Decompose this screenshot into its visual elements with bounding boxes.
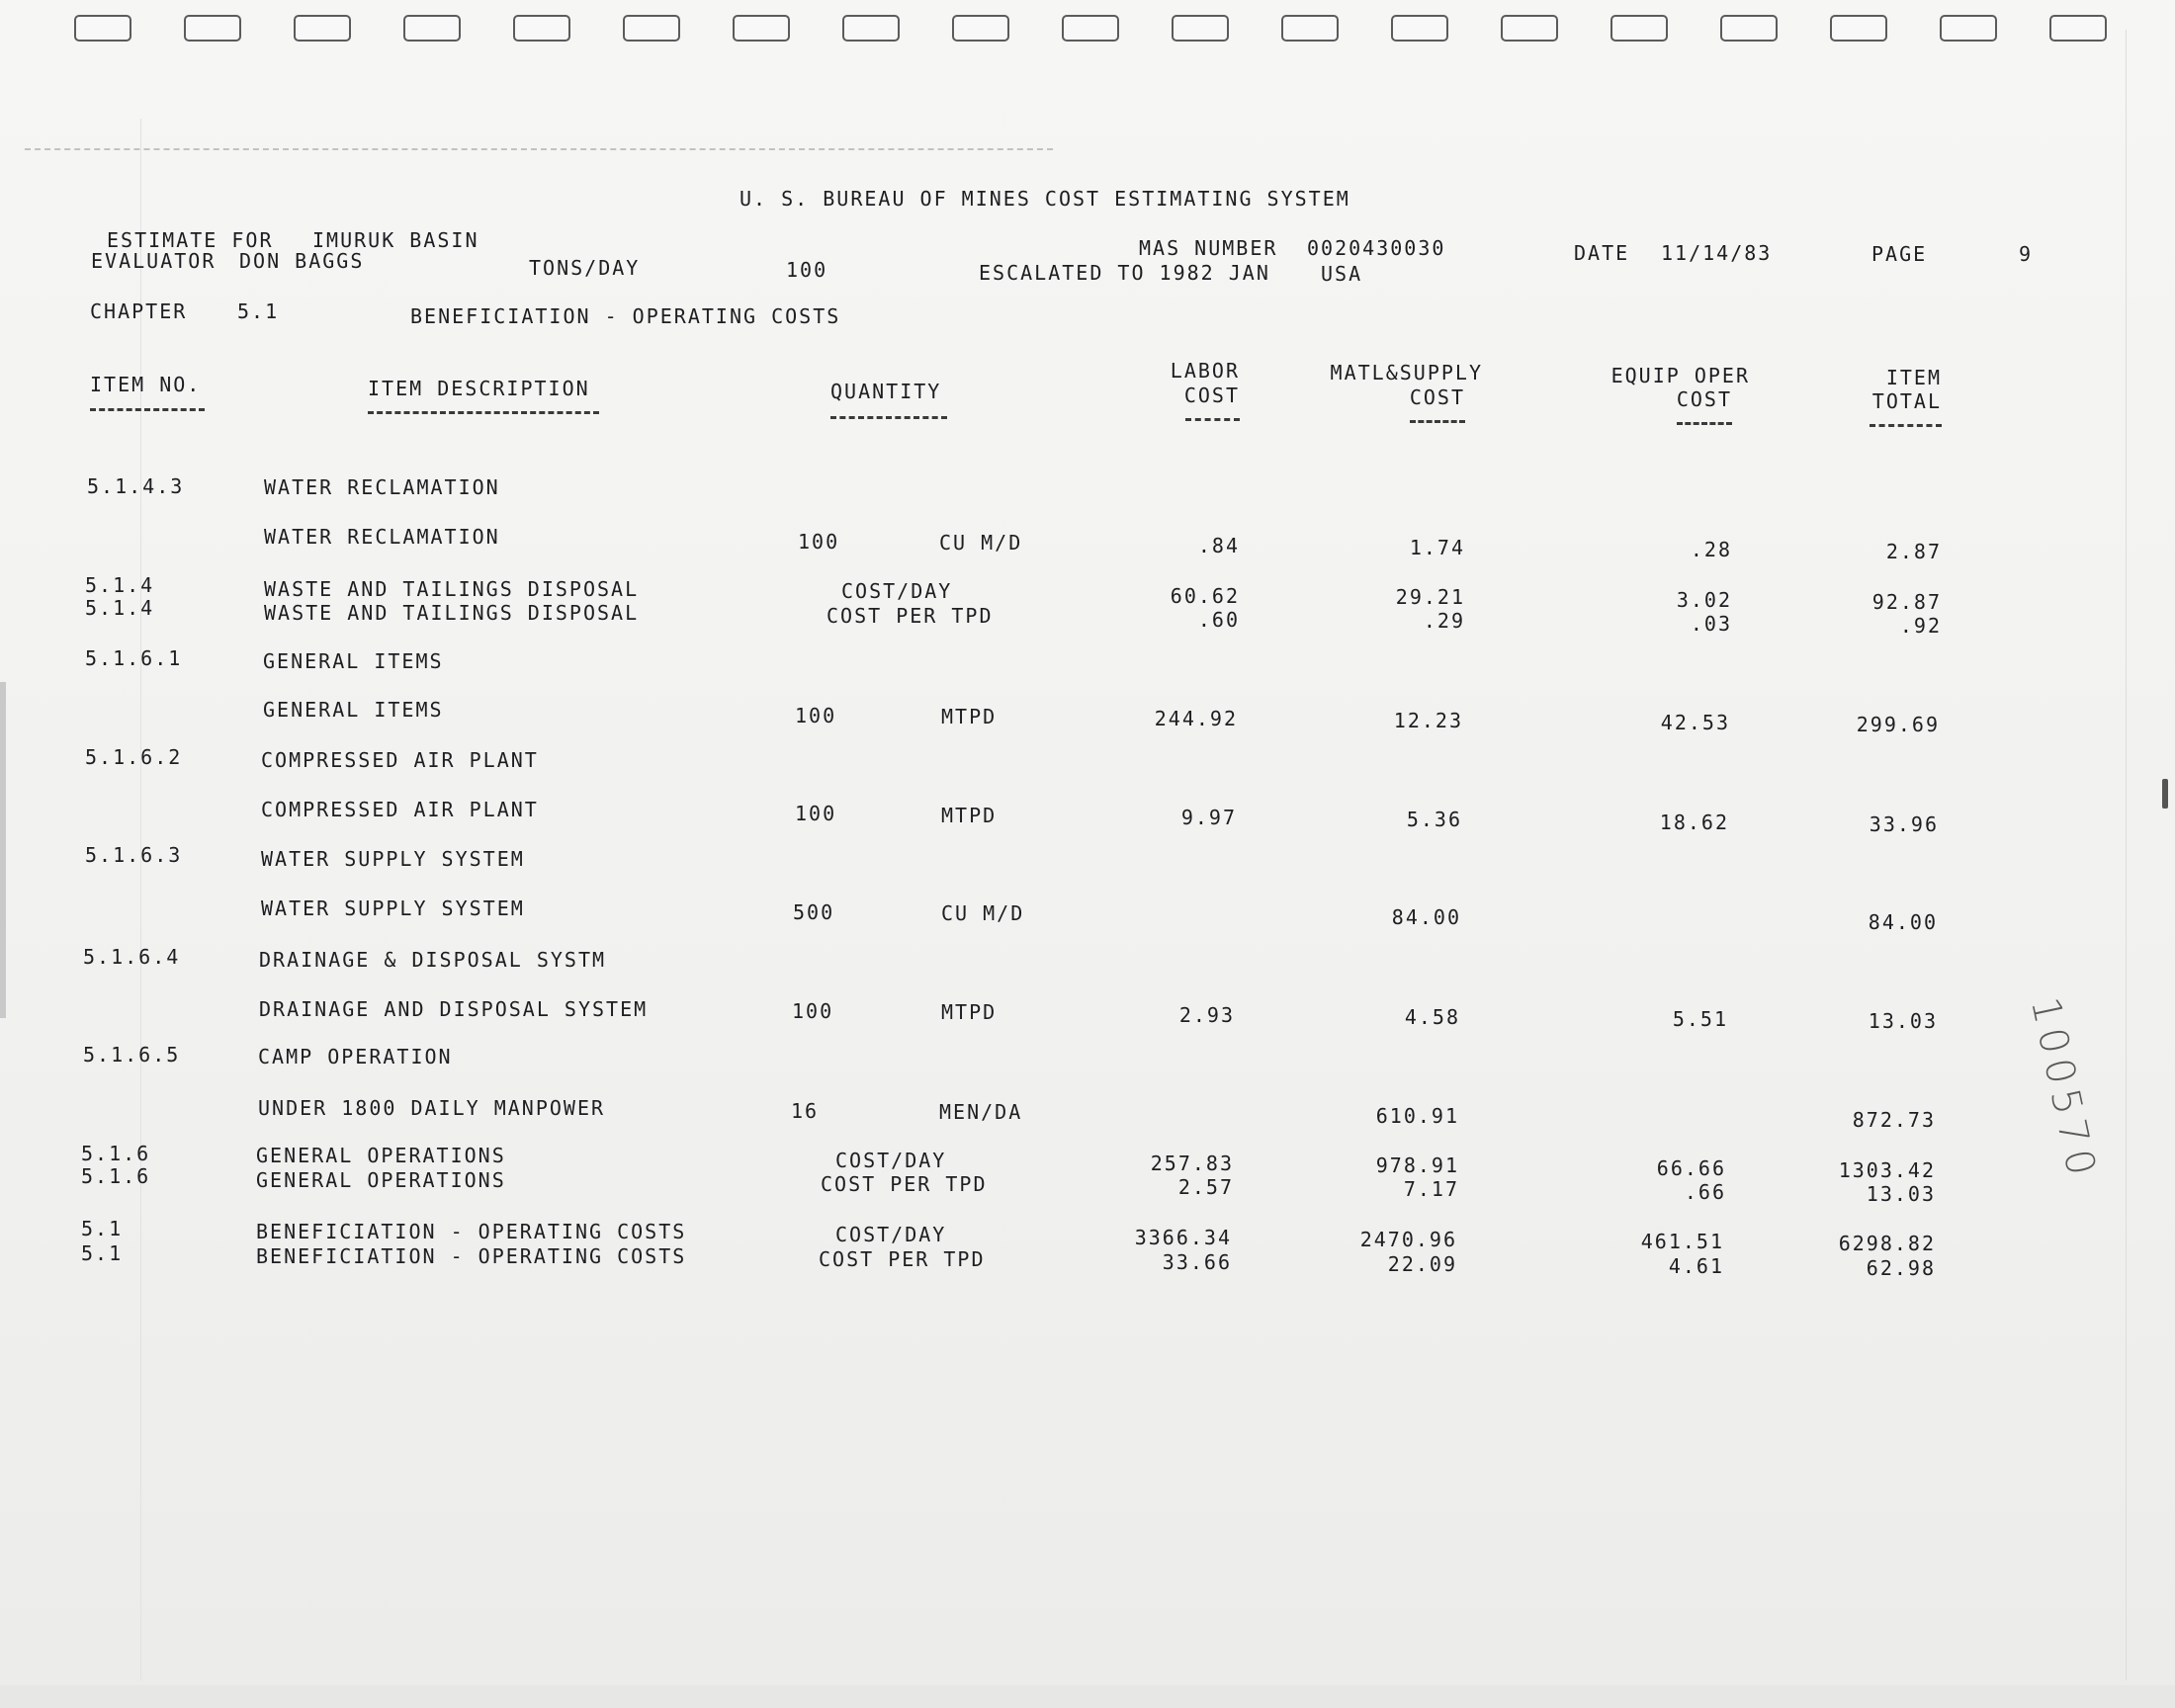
labor-cost: 9.97	[1180, 806, 1237, 829]
feed-hole	[1172, 15, 1229, 42]
item-description: BENEFICIATION - OPERATING COSTS	[256, 1244, 687, 1268]
unit: COST PER TPD	[821, 1172, 988, 1196]
equip-oper-cost: .03	[1690, 612, 1732, 636]
estimate-label: ESTIMATE FOR	[107, 228, 274, 252]
item-description: BENEFICIATION - OPERATING COSTS	[256, 1220, 687, 1243]
item-description: COMPRESSED AIR PLANT	[261, 748, 539, 772]
unit: COST/DAY	[835, 1223, 947, 1246]
unit: CU M/D	[941, 901, 1025, 925]
col-quantity: QUANTITY	[830, 380, 942, 403]
matl-supply-cost: 29.21	[1395, 585, 1465, 609]
feed-hole	[403, 15, 461, 42]
currency: USA	[1321, 262, 1363, 286]
report-title: U. S. BUREAU OF MINES COST ESTIMATING SYSTEM	[740, 187, 1350, 211]
feed-hole	[513, 15, 570, 42]
item-description: GENERAL ITEMS	[263, 698, 444, 722]
underline	[1870, 424, 1942, 427]
item-description: WASTE AND TAILINGS DISPOSAL	[264, 601, 640, 625]
equip-oper-cost: 5.51	[1672, 1007, 1728, 1031]
feed-hole	[1501, 15, 1558, 42]
col-total-bottom: TOTAL	[1871, 389, 1942, 413]
equip-oper-cost: 4.61	[1668, 1254, 1724, 1278]
feed-hole	[1830, 15, 1887, 42]
matl-supply-cost: 22.09	[1387, 1252, 1457, 1276]
feed-hole	[74, 15, 131, 42]
chapter-label: CHAPTER	[90, 299, 188, 323]
item-description: UNDER 1800 DAILY MANPOWER	[258, 1096, 606, 1120]
item-description: COMPRESSED AIR PLANT	[261, 798, 539, 821]
item-total: 92.87	[1871, 590, 1942, 614]
quantity: 16	[791, 1099, 820, 1123]
column-guide	[2126, 30, 2127, 1680]
matl-supply-cost: 5.36	[1406, 808, 1462, 831]
item-description: WATER SUPPLY SYSTEM	[261, 847, 525, 871]
tons-day-value: 100	[786, 258, 828, 282]
col-item-no: ITEM NO.	[90, 373, 202, 396]
col-item-description: ITEM DESCRIPTION	[368, 377, 590, 400]
underline	[1185, 418, 1240, 421]
labor-cost: 60.62	[1170, 584, 1240, 608]
unit: MTPD	[941, 804, 998, 827]
mas-number-value: 0020430030	[1307, 236, 1446, 260]
feed-hole	[733, 15, 790, 42]
chapter-title: BENEFICIATION - OPERATING COSTS	[410, 304, 841, 328]
col-equip-top: EQUIP OPER	[1610, 364, 1750, 387]
underline	[830, 416, 947, 419]
equip-oper-cost: 42.53	[1660, 711, 1730, 734]
underline	[1677, 422, 1732, 425]
underline	[90, 408, 205, 411]
feed-hole	[1062, 15, 1119, 42]
equip-oper-cost: 461.51	[1640, 1230, 1724, 1253]
item-total: 872.73	[1852, 1108, 1936, 1132]
feed-hole	[952, 15, 1009, 42]
item-number: 5.1.6.1	[85, 646, 183, 670]
estimate-value: IMURUK BASIN	[312, 228, 479, 252]
quantity: 100	[795, 704, 837, 727]
unit: COST/DAY	[835, 1149, 947, 1172]
item-number: 5.1	[81, 1217, 124, 1240]
page-number: 9	[2019, 242, 2034, 266]
underline	[368, 411, 599, 414]
item-description: WATER RECLAMATION	[264, 475, 500, 499]
feed-hole	[184, 15, 241, 42]
feed-hole	[623, 15, 680, 42]
matl-supply-cost: 2470.96	[1359, 1228, 1457, 1251]
evaluator-label: EVALUATOR	[91, 249, 217, 273]
item-number: 5.1.6.2	[85, 745, 183, 769]
matl-supply-cost: 4.58	[1404, 1005, 1460, 1029]
labor-cost: .60	[1197, 608, 1240, 632]
feed-hole	[294, 15, 351, 42]
unit: CU M/D	[939, 531, 1023, 555]
item-description: GENERAL OPERATIONS	[256, 1168, 506, 1192]
item-number: 5.1.6.3	[85, 843, 183, 867]
item-number: 5.1.6	[81, 1142, 151, 1165]
page-bottom-edge	[0, 1685, 2175, 1708]
col-labor-top: LABOR	[1170, 359, 1240, 383]
item-description: DRAINAGE & DISPOSAL SYSTM	[259, 948, 607, 972]
feed-hole	[1610, 15, 1668, 42]
item-total: .92	[1899, 614, 1942, 638]
item-total: 2.87	[1885, 540, 1942, 563]
equip-oper-cost: 18.62	[1659, 811, 1729, 834]
equip-oper-cost: 66.66	[1656, 1156, 1726, 1180]
item-number: 5.1.6.4	[83, 945, 181, 969]
item-number: 5.1.6	[81, 1164, 151, 1188]
item-number: 5.1.4.3	[87, 474, 185, 498]
labor-cost: 2.93	[1178, 1003, 1235, 1027]
matl-supply-cost: 7.17	[1403, 1177, 1459, 1201]
unit: MEN/DA	[939, 1100, 1023, 1124]
handwritten-document-number: 100570	[2022, 993, 2106, 1186]
col-matl-top: MATL&SUPPLY	[1330, 361, 1483, 384]
column-guide	[140, 119, 141, 1680]
page-tab-mark	[2162, 779, 2168, 809]
col-labor-bottom: COST	[1183, 384, 1240, 407]
chapter-number: 5.1	[237, 299, 280, 323]
feed-hole	[842, 15, 900, 42]
item-description: GENERAL OPERATIONS	[256, 1144, 506, 1167]
unit: COST/DAY	[841, 579, 953, 603]
labor-cost: .84	[1197, 534, 1240, 557]
col-matl-bottom: COST	[1409, 385, 1465, 409]
item-total: 62.98	[1866, 1256, 1936, 1280]
item-total: 33.96	[1869, 812, 1939, 836]
perforation-line	[25, 148, 1053, 150]
page-left-edge	[0, 682, 6, 1018]
labor-cost: 257.83	[1150, 1152, 1234, 1175]
matl-supply-cost: 978.91	[1375, 1153, 1459, 1177]
matl-supply-cost: .29	[1423, 609, 1465, 633]
item-total: 13.03	[1866, 1182, 1936, 1206]
mas-number-label: MAS NUMBER	[1139, 236, 1278, 260]
unit: COST PER TPD	[819, 1247, 986, 1271]
labor-cost: 33.66	[1162, 1250, 1232, 1274]
feed-hole	[1720, 15, 1778, 42]
quantity: 100	[795, 802, 837, 825]
date-label: DATE	[1574, 241, 1630, 265]
item-description: CAMP OPERATION	[258, 1045, 453, 1068]
col-total-top: ITEM	[1885, 366, 1942, 389]
item-total: 6298.82	[1838, 1232, 1936, 1255]
unit: MTPD	[941, 1000, 998, 1024]
item-number: 5.1.6.5	[83, 1043, 181, 1067]
item-description: WATER RECLAMATION	[264, 525, 500, 549]
unit: COST PER TPD	[826, 604, 994, 628]
item-total: 1303.42	[1838, 1158, 1936, 1182]
quantity: 100	[792, 999, 834, 1023]
labor-cost: 2.57	[1177, 1175, 1234, 1199]
feed-hole	[2049, 15, 2107, 42]
item-description: GENERAL ITEMS	[263, 649, 444, 673]
underline	[1410, 420, 1465, 423]
labor-cost: 244.92	[1154, 707, 1238, 730]
date-value: 11/14/83	[1661, 241, 1773, 265]
item-total: 13.03	[1868, 1009, 1938, 1033]
equip-oper-cost: .66	[1684, 1180, 1726, 1204]
item-number: 5.1	[81, 1241, 124, 1265]
item-number: 5.1.4	[85, 573, 155, 597]
item-description: DRAINAGE AND DISPOSAL SYSTEM	[259, 997, 649, 1021]
equip-oper-cost: .28	[1690, 538, 1732, 561]
equip-oper-cost: 3.02	[1676, 588, 1732, 612]
quantity: 100	[798, 530, 840, 554]
unit: MTPD	[941, 705, 998, 728]
item-total: 84.00	[1868, 910, 1938, 934]
matl-supply-cost: 84.00	[1391, 905, 1461, 929]
matl-supply-cost: 12.23	[1393, 709, 1463, 732]
item-total: 299.69	[1856, 713, 1940, 736]
item-description: WASTE AND TAILINGS DISPOSAL	[264, 577, 640, 601]
matl-supply-cost: 1.74	[1409, 536, 1465, 559]
page-label: PAGE	[1871, 242, 1928, 266]
col-equip-bottom: COST	[1676, 387, 1732, 411]
item-description: WATER SUPPLY SYSTEM	[261, 897, 525, 920]
evaluator-value: DON BAGGS	[239, 249, 365, 273]
tons-day-label: TONS/DAY	[529, 256, 641, 280]
feed-hole	[1391, 15, 1448, 42]
escalation-note: ESCALATED TO 1982 JAN	[979, 261, 1270, 285]
feed-hole	[1940, 15, 1997, 42]
item-number: 5.1.4	[85, 596, 155, 620]
feed-hole	[1281, 15, 1339, 42]
labor-cost: 3366.34	[1134, 1226, 1232, 1249]
quantity: 500	[793, 900, 835, 924]
matl-supply-cost: 610.91	[1375, 1104, 1459, 1128]
